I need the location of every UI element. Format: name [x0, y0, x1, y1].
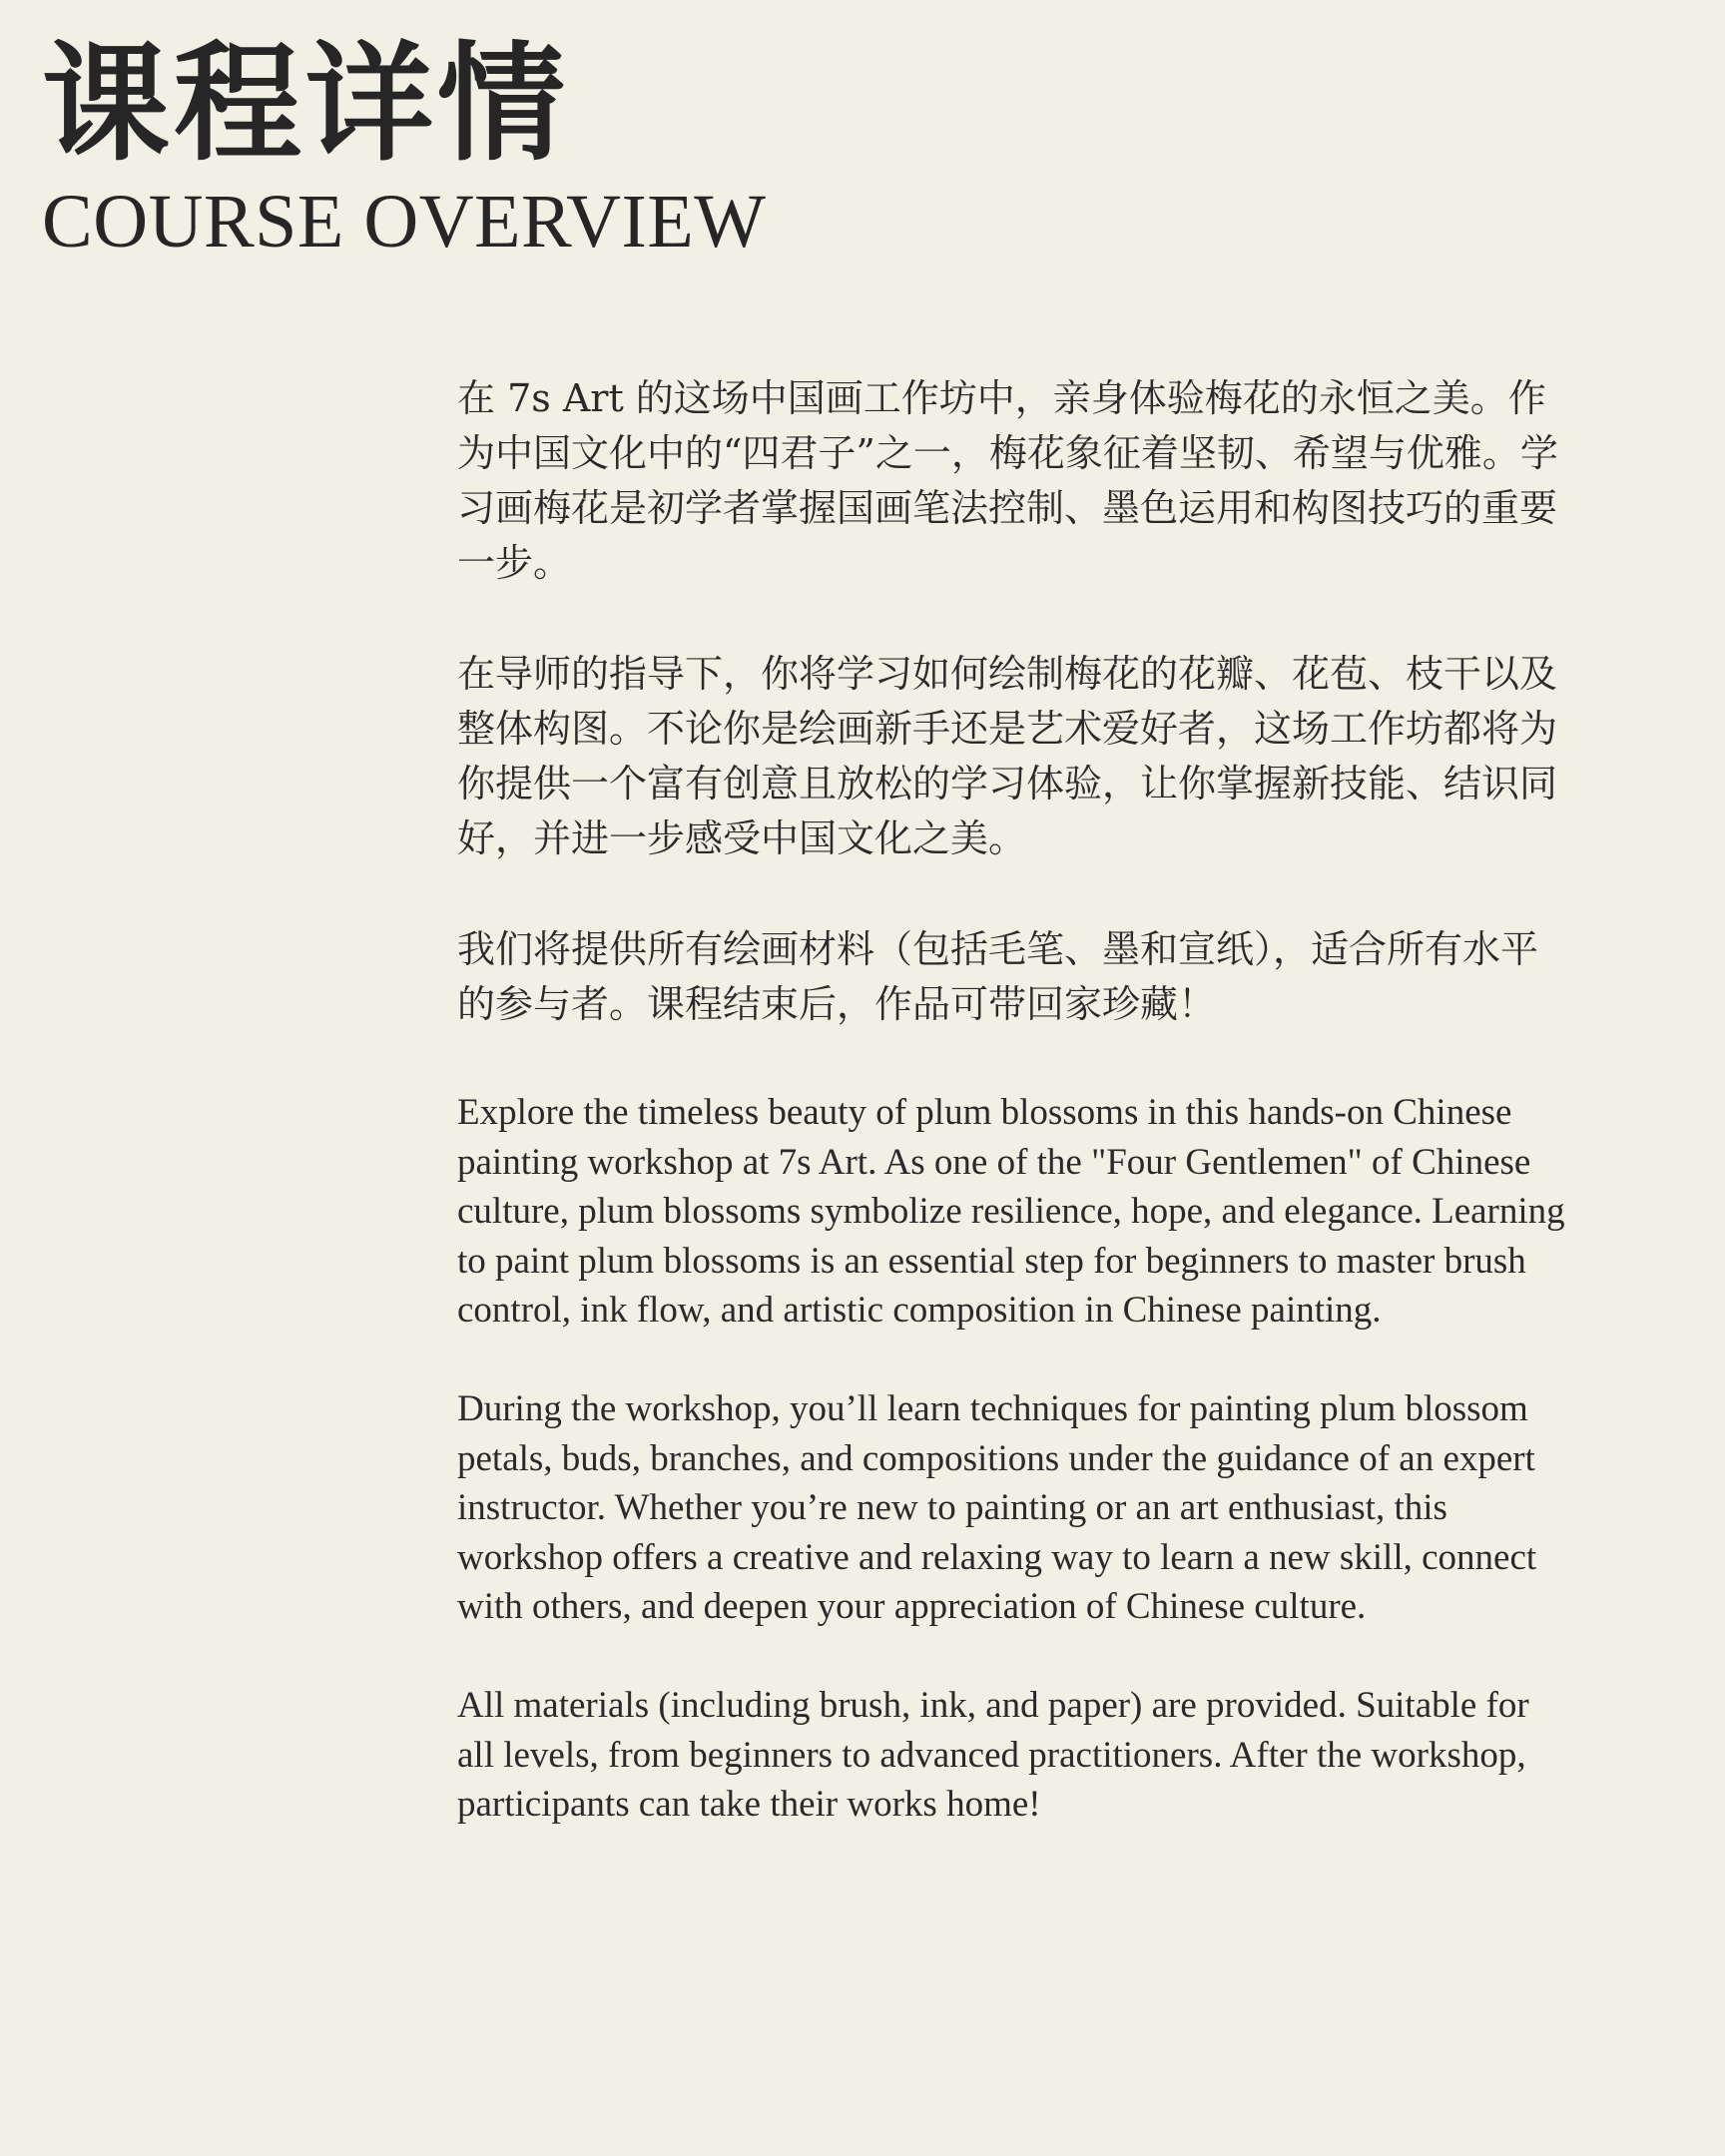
page-title-chinese: 课程详情: [42, 29, 570, 179]
course-description: [457, 371, 1565, 1830]
paragraph-en-materials: All materials (including brush, ink, and paper) are provided. Suitable for all levels, from beginners to advanced practitioners. After the workshop, participants can take their works home!: [457, 1684, 1529, 1826]
page-header: [42, 29, 767, 264]
paragraph-cn-materials: 我们将提供所有绘画材料（包括毛笔、墨和宣纸），适合所有水平的参与者。课程结束后，作品可带回家珍藏！: [457, 927, 1539, 1026]
page-title-english: COURSE OVERVIEW: [42, 180, 767, 264]
paragraph-en-guidance: During the workshop, you’ll learn techniques for painting plum blossom petals, buds, branches, and compositions under the guidance of an expert instructor. Whether you’re new to painting or an art enthusiast, this workshop offers a creative and relaxing way to learn a new skill, connect with others, and deepen your appreciation of Chinese culture.: [457, 1387, 1537, 1628]
paragraph-cn-guidance: 在导师的指导下，你将学习如何绘制梅花的花瓣、花苞、枝干以及整体构图。不论你是绘画新手还是艺术爱好者，这场工作坊都将为你提供一个富有创意且放松的学习体验，让你掌握新技能、结识同好，并进一步感受中国文化之美。: [457, 652, 1558, 860]
paragraph-cn-intro: 在 7s Art 的这场中国画工作坊中，亲身体验梅花的永恒之美。作为中国文化中的“四君子”之一，梅花象征着坚韧、希望与优雅。学习画梅花是初学者掌握国画笔法控制、墨色运用和构图技巧的重要一步。: [457, 376, 1558, 585]
paragraph-en-intro: Explore the timeless beauty of plum blossoms in this hands-on Chinese painting workshop at 7s Art. As one of the "Four Gentlemen" of Chinese culture, plum blossoms symbolize resilience, hope, and elegance. Learning to paint plum blossoms is an essential step for beginners to master brush control, ink flow, and artistic composition in Chinese painting.: [457, 1092, 1565, 1332]
